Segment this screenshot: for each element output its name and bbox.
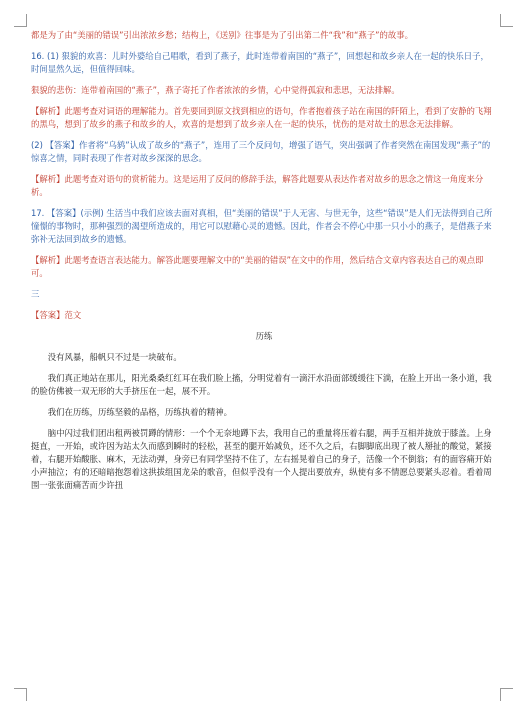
paragraph: 【答案】范文 [31, 310, 82, 320]
paragraph: 脑中闪过我们团出租两被罚蹲的情形：一个个无奈地蹲下去，我用自己的重量将压着右腿，两手互相并拢放于膝盖。上身挺直，一开始，或许因为站太久而感到瞬时的轻松，甚至的腿开始减负，还不久之后，右脚脚底出现了被人掰扯的酸觉，紧接着，右腿开始酸胀、麻木，无法动弹，身旁已有同学坚持不住了，左右摇晃着自己的身子，活像一个不倒翁；有的面容痛开始小声抽泣；有的还暗暗抱怨着这拱拔组国龙朵的歌音，但似乎没有一个人提出要放弃，纵使有多不情愿总要紧头忍着。看着周围一张张面痛苦而少许扭 [31, 428, 492, 490]
paragraph: 17. 【答案】(示例) 生活当中我们应该去面对真相，但“美丽的错误”于人无害、与世无争，这些“错误”是人们无法得到自己所憧憬的事物时，那种强烈的渴望所造成的，用它可以慰藉心灵的遗憾。因此，作者会不停心中那一只小小的燕子，是借燕子来弥补无法回到故乡的遗憾。 [31, 208, 493, 244]
paragraph: 【解析】此题考查语言表达能力。解答此题要理解文中的“美丽的错误”在文中的作用，然后结合文章内容表达自己的观点即可。 [31, 255, 484, 278]
paragraph: 都是为了由“美丽的错误”引出浓浓乡愁；结构上，《送别》往事是为了引出第二件“我”和“燕子”的故事。 [31, 30, 413, 40]
crop-mark-top-right [500, 14, 513, 27]
paragraph: 【解析】此题考查对词语的理解能力。首先要回到原文找到相应的语句，作者抱着孩子站在南国的阡陌上，看到了安静的飞翔的黑鸟，想到了故乡的燕子和故乡的人，欢喜的是想到了故乡亲人在一起的快乐，忧伤的是对故土的思念无法排解。 [31, 106, 492, 129]
paragraph: 没有风暴，船帆只不过是一块破布。 [47, 352, 182, 362]
crop-mark-bottom-right [500, 688, 513, 701]
document-body [31, 29, 497, 500]
crop-mark-bottom-left [14, 688, 27, 701]
paragraph: 狠貌的悲伤：连带着南国的“燕子”，燕子寄托了作者浓浓的乡情，心中觉得孤寂和悲思，无法排解。 [31, 85, 400, 95]
paragraph: 我们在历练，历练坚毅的品格，历练执着的精神。 [47, 407, 233, 417]
crop-mark-top-left [14, 14, 27, 27]
paragraph: 历练 [255, 331, 273, 341]
paragraph: (2) 【答案】作者将“乌鸫”认成了故乡的“燕子”，连用了三个反问句，增强了语气，突出强调了作者突然在南国发现“燕子”的惊喜之情，同时表现了作者对故乡深深的思念。 [31, 140, 491, 163]
paragraph: 16. (1) 狠貌的欢喜：儿时外婆给自己唱歌，看到了燕子，此时连带着南国的“燕子”，回想起和故乡亲人在一起的快乐日子，时间显然久远，但值得回味。 [31, 51, 489, 74]
paragraph: 三 [31, 289, 40, 299]
paragraph: 我们真正地站在那儿，阳光桑桑红红耳在我们脸上搐，分明觉着有一滴汗水沿面部缓缓往下淌，在脸上开出一条小道，我的脸仿佛被一双无形的大手挤压在一起，展不开。 [31, 373, 492, 396]
paragraph: 【解析】此题考查对语句的赏析能力。这是运用了反问的修辞手法，解答此题要从表达作者对故乡的思念之情这一角度来分析。 [31, 174, 484, 197]
